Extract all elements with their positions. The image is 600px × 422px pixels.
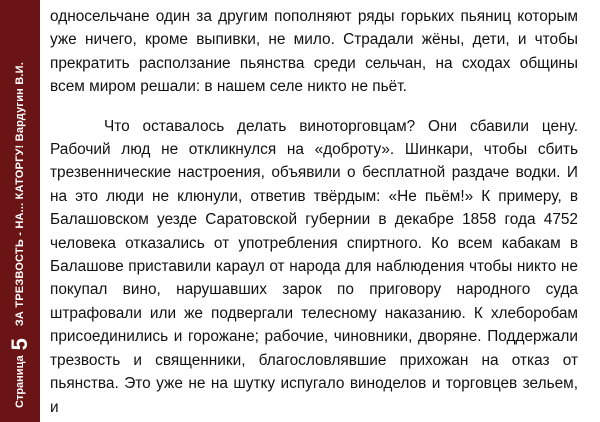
page-number: 5	[7, 338, 32, 351]
sidebar-vertical-label	[0, 0, 40, 422]
page-label: Страница	[14, 355, 26, 408]
paragraph-continuation: односельчане один за другим пополняют ряды горьких пьяниц которым уже ничего, кроме выпивки, не мило. Страдали жёны, дети, и чтобы прекратить расползание пьянства среди сельчан, на сходах общины всем миром решали: в нашем селе никто не пьёт.	[50, 8, 578, 96]
document-body	[50, 0, 578, 419]
paragraph-main: Что оставалось делать виноторговцам? Они сбавили цену. Рабочий люд не откликнулся на «доброту». Шинкари, чтобы сбить трезвеннические настроения, объявили о бесплатной раздаче водки. И на это люди не клюнули, ответив твёрдым: «Не пьём!» К примеру, в Балашовском уезде Саратовской губернии в декабре 1858 года 4752 человека отказались от употребления спиртного. Ко всем кабакам в Балашове приставили караул от народа для наблюдения чтобы никто не покупал вино, нарушавших зарок по приговору народного суда штрафовали или же подвергали телесному наказанию. К хлеборобам присоединились и горожане; рабочие, чиновники, дворяне. Поддержали трезвость и священники, благословлявшие прихожан на отказ от пьянства. Это уже не на шутку испугало виноделов и торговцев зельем, и	[50, 117, 578, 416]
running-title: ЗА ТРЕЗВОСТЬ - НА... КАТОРГУ! Вардугин В.И.	[14, 61, 26, 327]
page-sidebar	[0, 0, 40, 422]
